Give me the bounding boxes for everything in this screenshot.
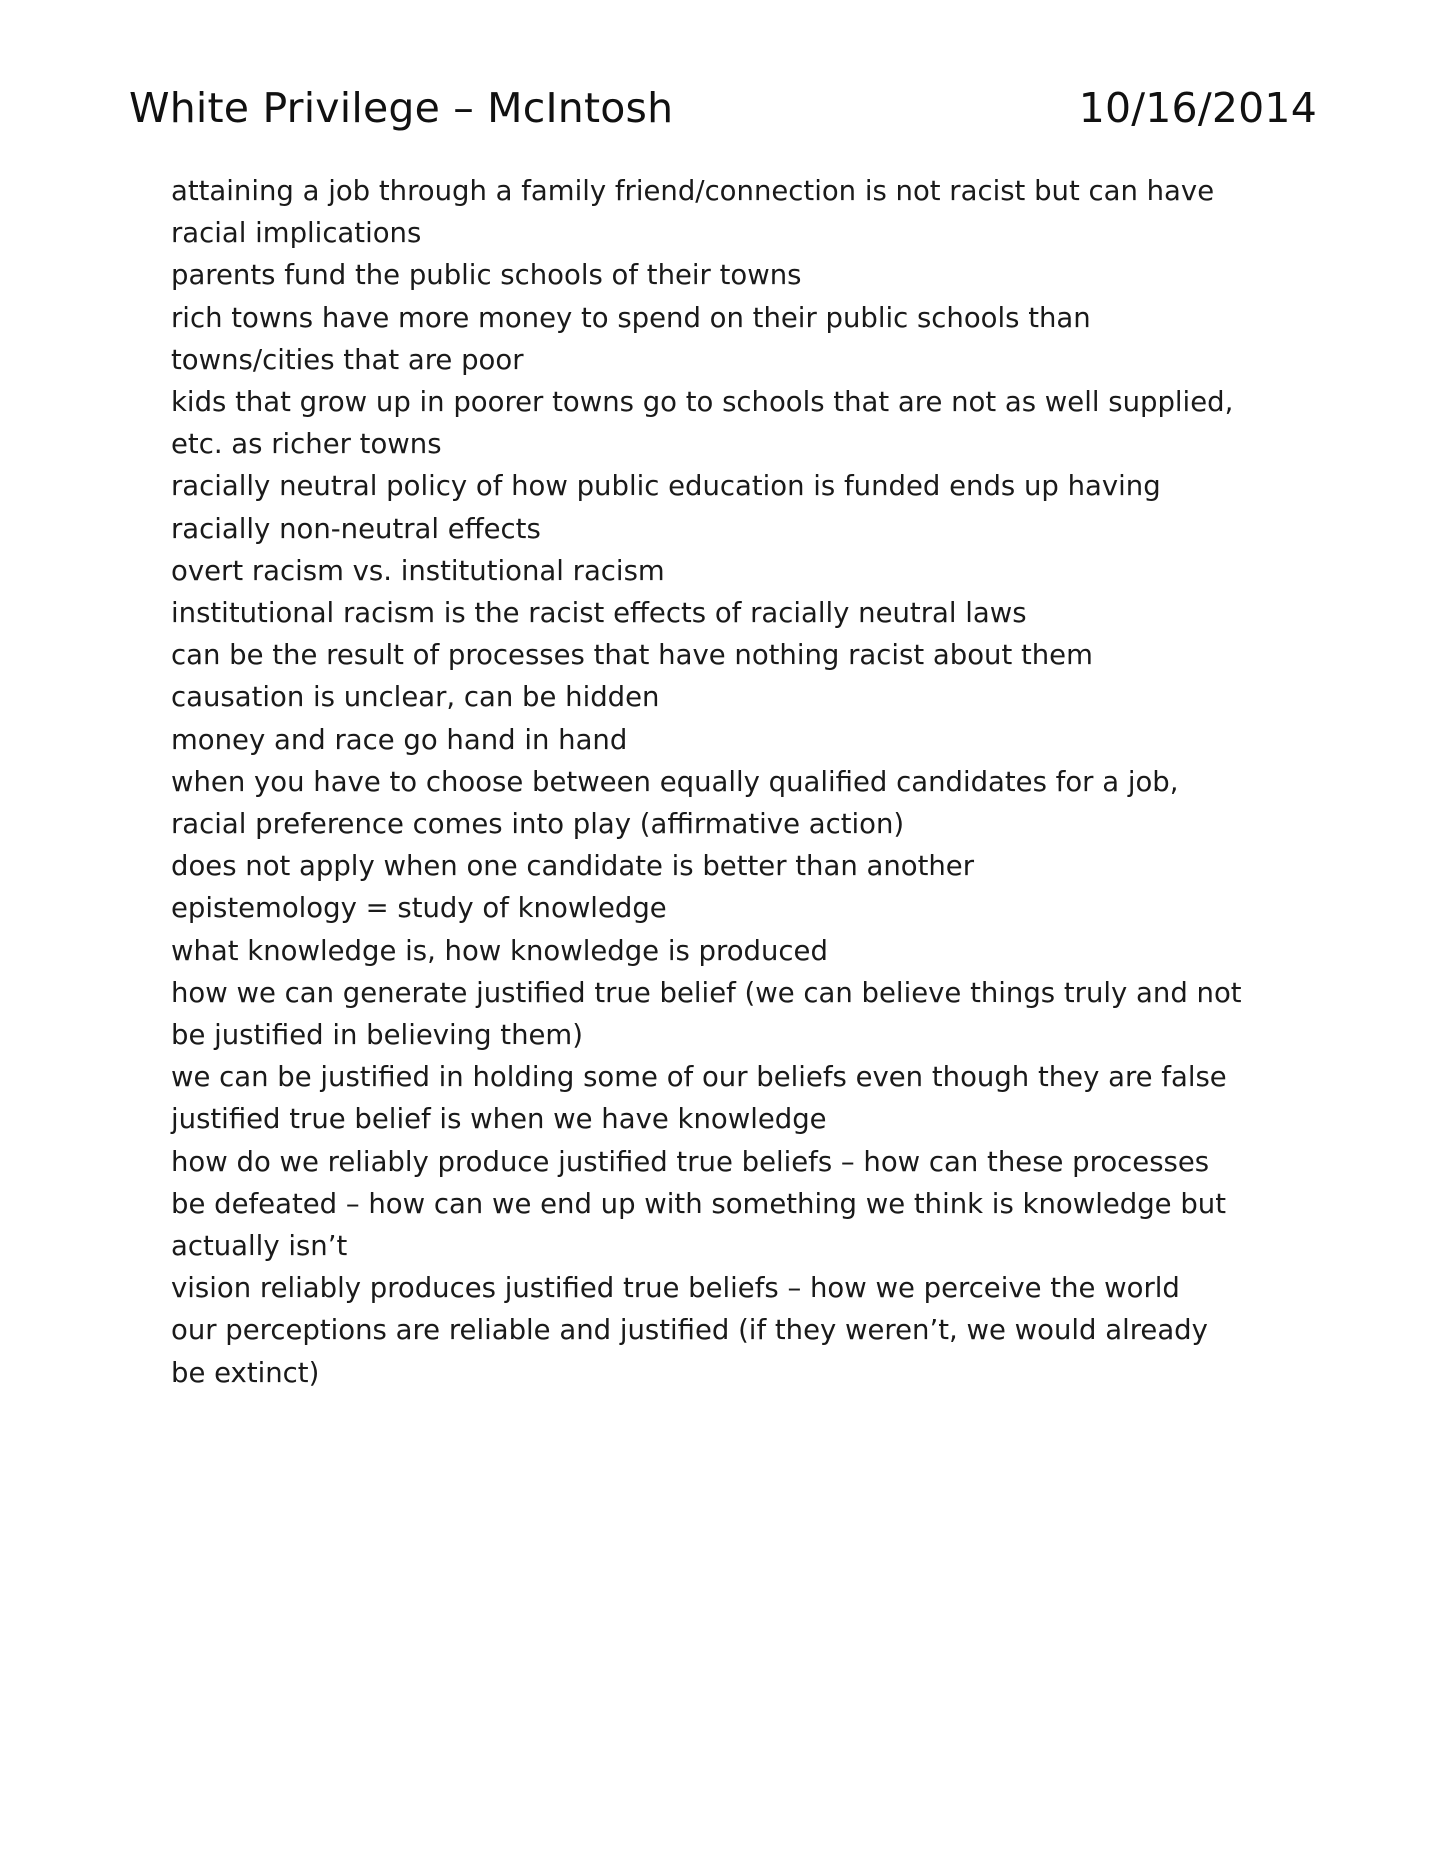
- page-header: [129, 84, 1317, 132]
- note-item: epistemology = study of knowledge: [171, 892, 667, 925]
- note-item: causation is unclear, can be hidden: [171, 681, 660, 714]
- note-item: how we can generate justified true belief (we can believe things truly and not be justified in believing them): [171, 976, 1242, 1052]
- note-item: can be the result of processes that have nothing racist about them: [171, 639, 1093, 672]
- note-item: when you have to choose between equally qualified candidates for a job, racial preference comes into play (affirmative action): [171, 765, 1179, 841]
- note-item: kids that grow up in poorer towns go to schools that are not as well supplied, etc. as richer towns: [171, 386, 1234, 461]
- note-item: parents fund the public schools of their towns: [171, 259, 802, 292]
- note-item: overt racism vs. institutional racism: [171, 554, 665, 587]
- note-item: attaining a job through a family friend/connection is not racist but can have racial implications: [171, 175, 1215, 250]
- note-item: does not apply when one candidate is better than another: [171, 850, 975, 883]
- note-item: our perceptions are reliable and justified (if they weren’t, we would already be extinct): [171, 1314, 1208, 1389]
- note-item: money and race go hand in hand: [171, 723, 628, 756]
- note-item: how do we reliably produce justified true beliefs – how can these processes be defeated – how can we end up with something we think is knowledge but actually isn’t: [171, 1145, 1226, 1263]
- note-item: racially neutral policy of how public education is funded ends up having racially non-neutral effects: [171, 470, 1161, 545]
- note-item: what knowledge is, how knowledge is produced: [171, 934, 828, 967]
- page-title: White Privilege – McIntosh: [129, 84, 674, 132]
- note-item: institutional racism is the racist effects of racially neutral laws: [171, 597, 1027, 630]
- note-item: justified true belief is when we have knowledge: [171, 1103, 827, 1136]
- notes-list: [171, 170, 1311, 1394]
- note-item: vision reliably produces justified true beliefs – how we perceive the world: [171, 1272, 1180, 1305]
- note-item: rich towns have more money to spend on their public schools than towns/cities that are poor: [171, 301, 1091, 376]
- note-item: we can be justified in holding some of our beliefs even though they are false: [171, 1061, 1227, 1094]
- page-date: 10/16/2014: [1078, 84, 1317, 132]
